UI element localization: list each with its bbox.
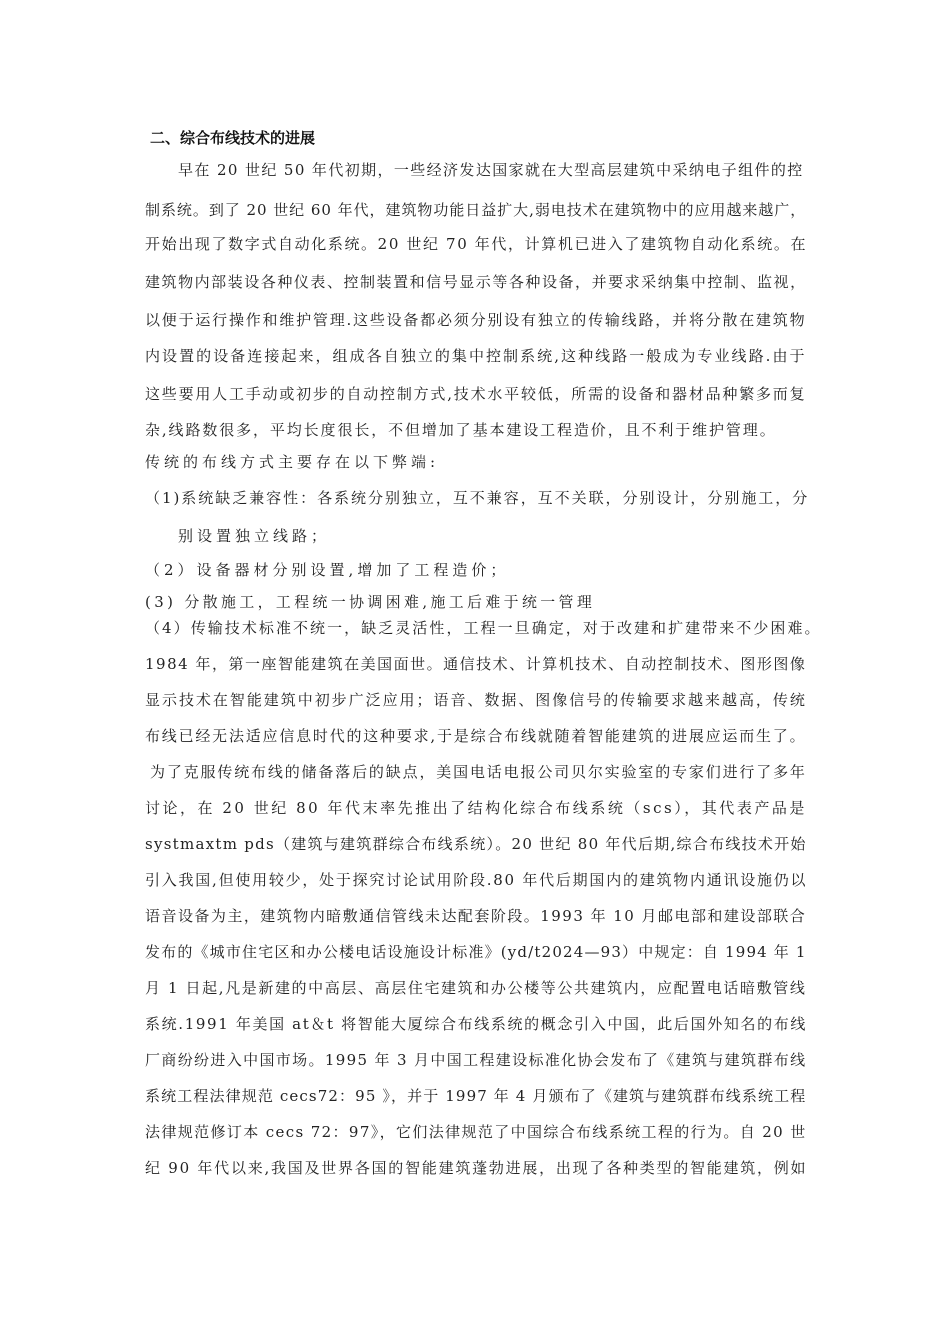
paragraph-line: 以便于运行操作和维护管理.这些设备都必须分别设有独立的传输线路，并将分散在建筑物 xyxy=(145,311,807,329)
paragraph-line: 系统.1991 年美国 at＆t 将智能大厦综合布线系统的概念引入中国，此后国外知名的布线 xyxy=(145,1015,808,1033)
paragraph-line: 语音设备为主，建筑物内暗敷通信管线未达配套阶段。1993 年 10 月邮电部和建设部联合 xyxy=(145,907,807,925)
paragraph-line: 1984 年，第一座智能建筑在美国面世。通信技术、计算机技术、自动控制技术、图形图像 xyxy=(145,655,807,673)
paragraph-line: 开始出现了数字式自动化系统。20 世纪 70 年代，计算机已进入了建筑物自动化系统。在 xyxy=(145,235,808,253)
paragraph-line: 法律规范修订本 cecs 72：97》，它们法律规范了中国综合布线系统工程的行为。自 20 世 xyxy=(145,1123,807,1141)
paragraph-line: 传统的布线方式主要存在以下弊端: xyxy=(145,453,440,471)
paragraph-line: 为了克服传统布线的储备落后的缺点，美国电话电报公司贝尔实验室的专家们进行了多年 xyxy=(150,763,807,781)
list-item-line: （1)系统缺乏兼容性：各系统分别独立，互不兼容，互不关联，分别设计，分别施工，分 xyxy=(145,489,810,507)
paragraph-line: systmaxtm pds（建筑与建筑群综合布线系统）。20 世纪 80 年代后期,综合布线技术开始 xyxy=(145,835,807,853)
paragraph-line: 发布的《城市住宅区和办公楼电话设施设计标准》(yd/t2024—93）中规定：自 1994 年 1 xyxy=(145,943,807,961)
paragraph-line: 这些要用人工手动或初步的自动控制方式,技术水平较低，所需的设备和器材品种繁多而复 xyxy=(145,385,807,403)
paragraph-line: 杂,线路数很多，平均长度很长，不但增加了基本建设工程造价，且不利于维护管理。 xyxy=(145,421,777,439)
paragraph-line: 内设置的设备连接起来，组成各自独立的集中控制系统,这种线路一般成为专业线路.由于 xyxy=(145,347,807,365)
paragraph-line: 厂商纷纷进入中国市场。1995 年 3 月中国工程建设标准化协会发布了《建筑与建筑群布线 xyxy=(145,1051,807,1069)
paragraph-line: 建筑物内部装设各种仪表、控制装置和信号显示等各种设备，并要求采纳集中控制、监视， xyxy=(145,273,807,291)
paragraph-line: 早在 20 世纪 50 年代初期，一些经济发达国家就在大型高层建筑中采纳电子组件的控 xyxy=(178,161,804,179)
paragraph-line: 月 1 日起,凡是新建的中高层、高层住宅建筑和办公楼等公共建筑内，应配置电话暗敷管线 xyxy=(145,979,807,997)
paragraph-line: 制系统。到了 20 世纪 60 年代，建筑物功能日益扩大,弱电技术在建筑物中的应用越来越广， xyxy=(145,201,807,219)
paragraph-line: 显示技术在智能建筑中初步广泛应用；语音、数据、图像信号的传输要求越来越高，传统 xyxy=(145,691,807,709)
paragraph-line: 布线已经无法适应信息时代的这种要求,于是综合布线就随着智能建筑的进展应运而生了。 xyxy=(145,727,807,745)
paragraph-line: 讨论，在 20 世纪 80 年代末率先推出了结构化综合布线系统（scs），其代表产品是 xyxy=(145,799,807,817)
list-item-line: （4）传输技术标准不统一，缺乏灵活性，工程一旦确定，对于改建和扩建带来不少困难。 xyxy=(145,619,822,637)
section-heading: 二、综合布线技术的进展 xyxy=(150,129,316,147)
list-item-line: （2）设备器材分别设置,增加了工程造价； xyxy=(145,561,510,579)
paragraph-line: 纪 90 年代以来,我国及世界各国的智能建筑蓬勃进展，出现了各种类型的智能建筑，例如 xyxy=(145,1159,808,1177)
paragraph-line: 引入我国,但使用较少，处于探究讨论试用阶段.80 年代后期国内的建筑物内通讯设施仍以 xyxy=(145,871,808,889)
list-item-line: (3) 分散施工，工程统一协调困难,施工后难于统一管理 xyxy=(145,593,596,611)
paragraph-line: 系统工程法律规范 cecs72：95 》，并于 1997 年 4 月颁布了《建筑与建筑群布线系统工程 xyxy=(145,1087,807,1105)
list-item-line: 别设置独立线路； xyxy=(178,527,331,545)
